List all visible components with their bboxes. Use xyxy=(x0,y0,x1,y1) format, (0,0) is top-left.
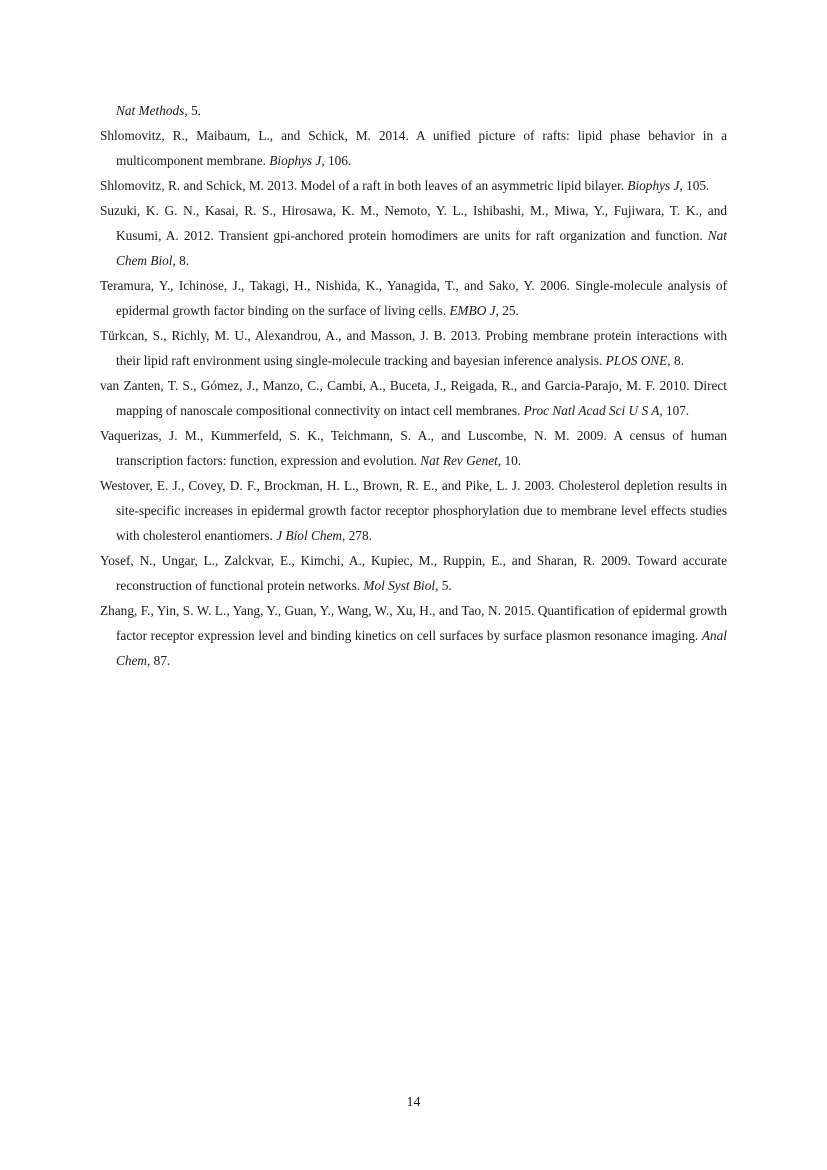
reference-entry xyxy=(100,473,727,548)
journal-name: Nat Methods xyxy=(116,103,185,118)
volume: , 25. xyxy=(495,303,519,318)
volume: , 278. xyxy=(342,528,372,543)
reference-entry xyxy=(100,323,727,373)
reference-entry xyxy=(100,423,727,473)
journal-name: PLOS ONE xyxy=(605,353,668,368)
reference-text: Shlomovitz, R. and Schick, M. 2013. Model of a raft in both leaves of an asymmetric lipid bilayer. xyxy=(100,178,628,193)
journal-name: Nat Chem Biol xyxy=(116,228,727,268)
reference-text: Vaquerizas, J. M., Kummerfeld, S. K., Teichmann, S. A., and Luscombe, N. M. 2009. A census of human transcription factors: function, expression and evolution. xyxy=(100,428,727,468)
reference-entry xyxy=(100,273,727,323)
journal-name: Anal Chem xyxy=(116,628,727,668)
reference-text: Suzuki, K. G. N., Kasai, R. S., Hirosawa, K. M., Nemoto, Y. L., Ishibashi, M., Miwa, Y., Fujiwara, T. K., and Kusumi, A. 2012. Transient gpi-anchored protein homodimers are units for raft organization and function. xyxy=(100,203,727,243)
volume: , 107. xyxy=(659,403,690,418)
reference-text: Zhang, F., Yin, S. W. L., Yang, Y., Guan, Y., Wang, W., Xu, H., and Tao, N. 2015. Quantification of epidermal growth factor receptor expression level and binding kinetics on cell surfaces by surface plasmon resonance imaging. xyxy=(100,603,727,643)
reference-text: Westover, E. J., Covey, D. F., Brockman, H. L., Brown, R. E., and Pike, L. J. 2003. Cholesterol depletion results in site-specific increases in epidermal growth factor receptor phosphorylation due to membrane level effects studies with cholesterol enantiomers. xyxy=(100,478,727,543)
journal-name: Nat Rev Genet xyxy=(420,453,498,468)
journal-name: Mol Syst Biol xyxy=(363,578,436,593)
reference-entry xyxy=(100,198,727,273)
reference-entry xyxy=(100,123,727,173)
volume: , 5. xyxy=(184,103,201,118)
reference-text: Yosef, N., Ungar, L., Zalckvar, E., Kimchi, A., Kupiec, M., Ruppin, E., and Sharan, R. 2009. Toward accurate reconstruction of functional protein networks. xyxy=(100,553,727,593)
reference-entry xyxy=(100,598,727,673)
reference-entry xyxy=(100,173,727,198)
volume: , 105. xyxy=(679,178,710,193)
volume: , 5. xyxy=(435,578,452,593)
volume: , 10. xyxy=(497,453,522,468)
reference-text: van Zanten, T. S., Gómez, J., Manzo, C., Cambi, A., Buceta, J., Reigada, R., and Garcia-Parajo, M. F. 2010. Direct mapping of nanoscale compositional connectivity on intact cell membranes. xyxy=(100,378,727,418)
page-number: 14 xyxy=(406,1095,421,1110)
journal-name: Biophys J xyxy=(269,153,322,168)
volume: , 8. xyxy=(172,253,190,268)
journal-name: Proc Natl Acad Sci U S A xyxy=(523,403,660,418)
reference-entry xyxy=(100,373,727,423)
volume: , 106. xyxy=(321,153,352,168)
volume: , 87. xyxy=(147,653,171,668)
journal-name: EMBO J xyxy=(449,303,496,318)
reference-text: Shlomovitz, R., Maibaum, L., and Schick, M. 2014. A unified picture of rafts: lipid phase behavior in a multicomponent membrane. xyxy=(100,128,727,168)
reference-text: Türkcan, S., Richly, M. U., Alexandrou, A., and Masson, J. B. 2013. Probing membrane protein interactions with their lipid raft environment using single-molecule tracking and bayesian inference analysis. xyxy=(100,328,727,368)
reference-list xyxy=(100,98,727,673)
reference-entry xyxy=(100,548,727,598)
reference-entry xyxy=(100,98,727,123)
reference-text: Teramura, Y., Ichinose, J., Takagi, H., Nishida, K., Yanagida, T., and Sako, Y. 2006. Single-molecule analysis of epidermal growth factor binding on the surface of living cells. xyxy=(100,278,727,318)
journal-name: Biophys J xyxy=(627,178,680,193)
journal-name: J Biol Chem xyxy=(276,528,342,543)
volume: , 8. xyxy=(667,353,684,368)
